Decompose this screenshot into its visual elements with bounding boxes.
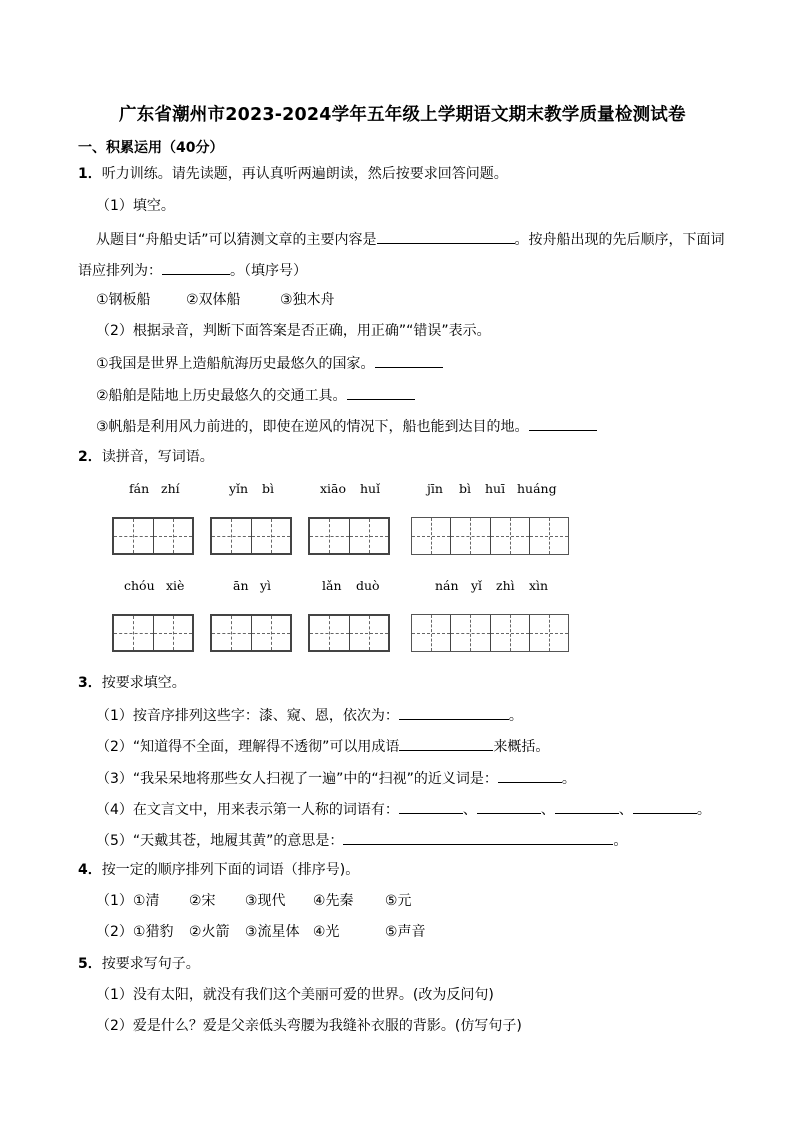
answer-blank[interactable] xyxy=(375,353,443,368)
question-1 xyxy=(78,165,508,183)
separator: 、 xyxy=(462,802,477,818)
fill-item xyxy=(96,705,523,725)
fill-text: 。 xyxy=(613,833,628,849)
question-number: 3． xyxy=(78,675,102,691)
judge-text: ②船舶是陆地上历史最悠久的交通工具。 xyxy=(96,388,347,404)
fill-text: 从题目“舟船史话”可以猜测文章的主要内容是 xyxy=(96,232,377,248)
fill-text: （4）在文言文中，用来表示第一人称的词语有： xyxy=(96,802,399,818)
question-number: 4． xyxy=(78,862,102,878)
grid-cell[interactable] xyxy=(212,519,252,553)
fill-line-1 xyxy=(96,229,725,249)
fill-text: （2）“知道得不全面，理解得不透彻”可以用成语 xyxy=(96,739,400,755)
writing-grid[interactable] xyxy=(112,517,194,555)
answer-blank[interactable] xyxy=(347,385,415,400)
answer-blank[interactable] xyxy=(343,830,613,845)
pinyin-label: yǐ xyxy=(471,578,483,593)
pinyin-label: huī xyxy=(485,481,506,496)
grid-cell[interactable] xyxy=(154,616,193,650)
fill-text: （5）“天戴其苍，地履其黄”的意思是： xyxy=(96,833,344,849)
question-2 xyxy=(78,448,214,466)
order-item: ③现代 xyxy=(244,893,286,909)
sentence-item: （1）没有太阳，就没有我们这个美丽可爱的世界。(改为反问句) xyxy=(96,987,494,1003)
writing-grid[interactable] xyxy=(411,517,569,555)
grid-cell[interactable] xyxy=(530,518,568,554)
pinyin-label: yǐn xyxy=(229,481,249,496)
row-label: （1） xyxy=(96,893,133,909)
answer-blank[interactable] xyxy=(498,768,562,783)
question-4 xyxy=(78,861,359,879)
grid-cell[interactable] xyxy=(310,616,350,650)
pinyin-label: lǎn xyxy=(322,578,342,593)
subquestion-1-2: （2）根据录音，判断下面答案是否正确，用正确”“错误”表示。 xyxy=(96,323,491,339)
grid-cell[interactable] xyxy=(530,615,568,651)
grid-cell[interactable] xyxy=(252,519,291,553)
answer-blank[interactable] xyxy=(399,705,509,720)
separator: 、 xyxy=(540,802,555,818)
answer-blank[interactable] xyxy=(399,736,493,751)
pinyin-label: duò xyxy=(356,578,380,593)
separator: 、 xyxy=(618,802,633,818)
grid-cell[interactable] xyxy=(412,518,451,554)
fill-text: 语应排列为： xyxy=(78,263,162,279)
order-item: ②火箭 xyxy=(188,924,230,940)
fill-item xyxy=(96,768,576,788)
writing-grid[interactable] xyxy=(112,614,194,652)
order-row xyxy=(96,923,425,941)
answer-blank[interactable] xyxy=(162,260,230,275)
question-number: 1． xyxy=(78,166,102,182)
judge-text: ①我国是世界上造船航海历史最悠久的国家。 xyxy=(96,356,375,372)
fill-line-2 xyxy=(78,260,307,280)
grid-cell[interactable] xyxy=(212,616,252,650)
option-item: ③独木舟 xyxy=(280,292,335,308)
grid-cell[interactable] xyxy=(451,615,490,651)
grid-cell[interactable] xyxy=(154,519,193,553)
option-item: ②双体船 xyxy=(186,292,241,308)
section-heading: 一、积累运用（40分） xyxy=(78,140,224,156)
pinyin-label: huáng xyxy=(517,481,557,496)
fill-text: 。 xyxy=(561,771,576,787)
pinyin-label: xìn xyxy=(529,578,549,593)
question-text: 按要求填空。 xyxy=(101,675,186,691)
pinyin-label: yì xyxy=(260,578,272,593)
option-list xyxy=(96,291,335,309)
grid-cell[interactable] xyxy=(491,518,530,554)
order-item: ③流星体 xyxy=(244,924,300,940)
subquestion-1-1: （1）填空。 xyxy=(96,198,175,214)
pinyin-label: chóu xyxy=(124,578,155,593)
order-item: ①猎豹 xyxy=(132,924,174,940)
sentence-item: （2）爱是什么？爱是父亲低头弯腰为我缝补衣服的背影。(仿写句子) xyxy=(96,1018,522,1034)
question-text: 按要求写句子。 xyxy=(101,956,200,972)
judge-item xyxy=(96,385,415,405)
question-text: 按一定的顺序排列下面的词语（排序号)。 xyxy=(101,862,360,878)
pinyin-label: huǐ xyxy=(360,481,381,496)
grid-cell[interactable] xyxy=(310,519,350,553)
grid-cell[interactable] xyxy=(350,616,389,650)
fill-text: 。 xyxy=(696,802,711,818)
judge-text: ③帆船是利用风力前进的，即使在逆风的情况下，船也能到达目的地。 xyxy=(96,419,529,435)
grid-cell[interactable] xyxy=(114,519,154,553)
order-item: ②宋 xyxy=(188,893,216,909)
pinyin-label: xiè xyxy=(166,578,185,593)
question-3 xyxy=(78,674,186,692)
question-number: 5． xyxy=(78,956,102,972)
judge-item xyxy=(96,416,597,436)
question-text: 听力训练。请先读题，再认真听两遍朗读，然后按要求回答问题。 xyxy=(101,166,508,182)
answer-blank[interactable] xyxy=(477,799,541,814)
row-label: （2） xyxy=(96,924,133,940)
grid-cell[interactable] xyxy=(491,615,530,651)
grid-cell[interactable] xyxy=(252,616,291,650)
pinyin-label: zhí xyxy=(161,481,180,496)
order-item: ⑤声音 xyxy=(384,924,426,940)
answer-blank[interactable] xyxy=(633,799,697,814)
pinyin-label: jīn xyxy=(427,481,443,496)
pinyin-label: nán xyxy=(435,578,459,593)
answer-blank[interactable] xyxy=(555,799,619,814)
question-5 xyxy=(78,955,200,973)
fill-text: （3）“我呆呆地将那些女人扫视了一遍”中的“扫视”的近义词是： xyxy=(96,771,498,787)
writing-grid[interactable] xyxy=(210,614,292,652)
question-number: 2． xyxy=(78,449,102,465)
grid-cell[interactable] xyxy=(114,616,154,650)
pinyin-label: bì xyxy=(262,481,274,496)
answer-blank[interactable] xyxy=(399,799,463,814)
pinyin-label: bì xyxy=(459,481,471,496)
grid-cell[interactable] xyxy=(451,518,490,554)
fill-text: （1）按音序排列这些字：漆、窥、恩，依次为： xyxy=(96,708,399,724)
option-item: ①钢板船 xyxy=(96,292,151,308)
fill-text: 。（填序号） xyxy=(230,263,307,279)
fill-text: 。按舟船出现的先后顺序，下面词 xyxy=(514,232,725,248)
pinyin-label: zhì xyxy=(496,578,515,593)
pinyin-label: xiāo xyxy=(320,481,347,496)
writing-grid[interactable] xyxy=(308,517,390,555)
order-item: ④先秦 xyxy=(312,893,354,909)
pinyin-label: ān xyxy=(233,578,249,593)
writing-grid[interactable] xyxy=(210,517,292,555)
order-item: ①清 xyxy=(132,893,160,909)
fill-text: 来概括。 xyxy=(493,739,550,755)
grid-cell[interactable] xyxy=(350,519,389,553)
answer-blank[interactable] xyxy=(529,416,597,431)
fill-item xyxy=(96,736,549,756)
page-title: 广东省潮州市2023-2024学年五年级上学期语文期末教学质量检测试卷 xyxy=(119,105,686,125)
writing-grid[interactable] xyxy=(411,614,569,652)
fill-text: 。 xyxy=(508,708,523,724)
writing-grid[interactable] xyxy=(308,614,390,652)
fill-item xyxy=(96,830,627,850)
order-row xyxy=(96,892,411,910)
pinyin-label: fán xyxy=(129,481,150,496)
order-item: ⑤元 xyxy=(384,893,412,909)
grid-cell[interactable] xyxy=(412,615,451,651)
judge-item xyxy=(96,353,443,373)
fill-item xyxy=(96,799,711,819)
answer-blank[interactable] xyxy=(377,229,515,244)
order-item: ④光 xyxy=(312,924,340,940)
question-text: 读拼音，写词语。 xyxy=(101,449,214,465)
